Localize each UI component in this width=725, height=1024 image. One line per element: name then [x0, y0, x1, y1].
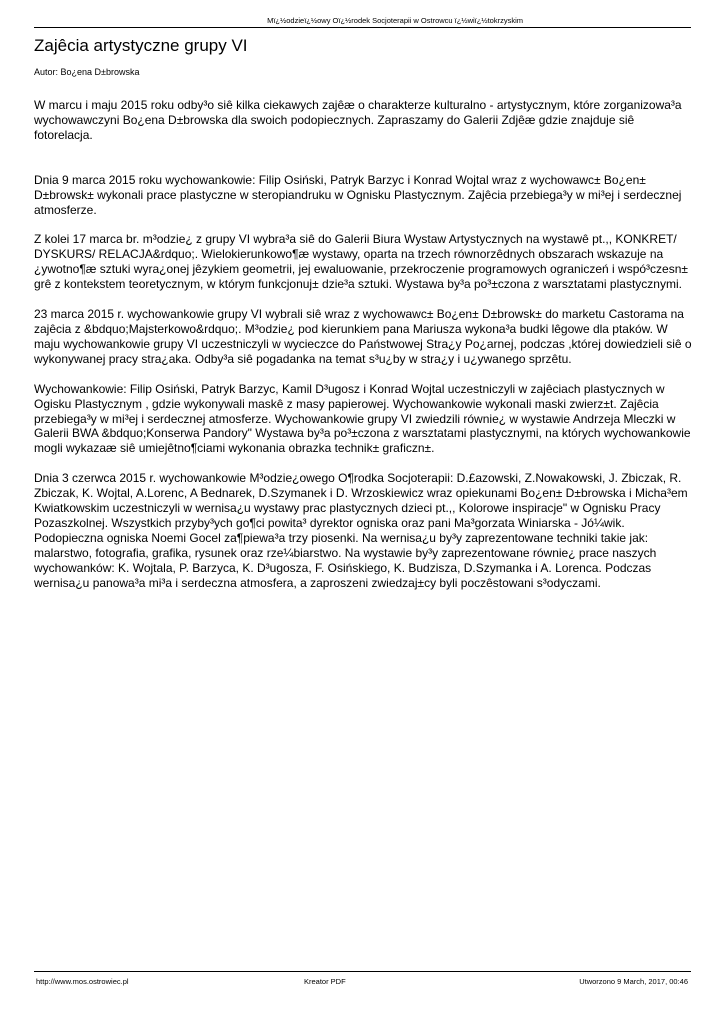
article-paragraph: Dnia 9 marca 2015 roku wychowankowie: Filip Osiński, Patryk Barzyc i Konrad Wojtal wraz z wychowawc± Bo¿en± D±browsk± wykonali prace plastyczne w steropiandruku w Ognisku Plastycznym. Zajêcia przebiega³y w mi³ej i serdecznej atmosferze.: [34, 172, 682, 217]
article-paragraph: Wychowankowie: Filip Osiński, Patryk Barzyc, Kamil D³ugosz i Konrad Wojtal uczestniczyli w zajêciach plastycznych w Ogisku Plastycznym , gdzie wykonywali maskê z masy papierowej. Wychowankowie wykonali maski zwierz±t. Zajêcia przebiega³y w mi³ej i serdecznej atmosferze. Wychowankowie grupy VI zwiedzili równie¿ w wystawie Andrzeja Mleczki w Galerii BWA &bdquo;Konserwa Pandory" Wystawa by³a po³±czona z warsztatami plastycznymi, na których wychowankowie mogli wykazaæ siê umiejêtno¶ciami wykonania obrazka technik± graficzn±.: [34, 381, 691, 456]
article-paragraph: Z kolei 17 marca br. m³odzie¿ z grupy VI wybra³a siê do Galerii Biura Wystaw Artystycznych na wystawê pt.,, KONKRET/ DYSKURS/ RELACJA&rdquo;. Wielokierunkowo¶æ wystawy, oparta na trzech równorzêdnych obszarach wskazuje na ¿ywotno¶æ sztuki wyra¿onej jêzykiem geometrii, jej ewaluowanie, przekroczenie programowych ograniczeń i wspó³czesn± grê z kontekstem teoretycznym, w którym funkcjonuj± dzie³a sztuki. Wystawa by³a po³±czona z warsztatami plastycznymi.: [34, 232, 688, 292]
article-paragraph: 23 marca 2015 r. wychowankowie grupy VI wybrali siê wraz z wychowawc± Bo¿en± D±browsk± do marketu Castorama na zajêcia z &bdquo;Majsterkowo&rdquo;. M³odzie¿ pod kierunkiem pana Mariusza wykona³a budki lêgowe dla ptaków. W maju wychowankowie grupy VI uczestniczyli w wycieczce do Państwowej Stra¿y Po¿arnej, podczas ,której dowiedzieli siê o wykonywanej pracy stra¿aka. Odby³a siê pogadanka na temat s³u¿by w stra¿y i u¿ywanego sprzêtu.: [34, 307, 692, 366]
article-title: Zajêcia artystyczne grupy VI: [34, 36, 248, 55]
article-author: [34, 67, 140, 77]
footer-created-date: Utworzono 9 March, 2017, 00:46: [579, 977, 688, 986]
article-body: [34, 98, 694, 605]
article-paragraph-intro: W marcu i maju 2015 roku odby³o siê kilka ciekawych zajêæ o charakterze kulturalno - artystycznym, które zorganizowa³a wychowawczyni Bo¿ena D±browska dla swoich podopiecznych. Zapraszamy do Galerii Zdjêæ gdzie znajduje siê fotorelacja.: [34, 98, 682, 142]
author-name: Bo¿ena D±browska: [60, 67, 140, 77]
article-paragraph: Dnia 3 czerwca 2015 r. wychowankowie M³odzie¿owego O¶rodka Socjoterapii: D.£azowski, Z.Nowakowski, J. Zbiczak, R. Zbiczak, K. Wojtal, A.Lorenc, A Bednarek, D.Szymanek i D. Wrzoskiewicz wraz opiekunami Bo¿en± D±browska i Micha³em Kwiatkowskim uczestniczyli w wernisa¿u wystawy prac plastycznych dzieci pt.,, Kolorowe inspiracje" w Ognisku Pracy Pozaszkolnej. Wszystkich przyby³ych go¶ci powita³ dyrektor ogniska oraz pani Ma³gorzata Winiarska - Jó¼wik. Podopieczna ogniska Noemi Gocel za¶piewa³a trzy piosenki. Na wernisa¿u by³y zaprezentowane techniki takie jak: malarstwo, fotografia, grafika, rysunek oraz rze¼biarstwo. Na wystawie by³y zaprezentowane równie¿ prace naszych wychowanków: K. Wojtala, P. Barzyca, K. D³ugosza, F. Osińskiego, K. Budzisza, D.Szymanka i A. Lorenca. Podczas wernisa¿u panowa³a mi³a i serdeczna atmosfera, a zaproszeni zwiedzaj±cy byli poczêstowani s³odyczami.: [34, 471, 688, 590]
author-label: Autor:: [34, 67, 59, 77]
page-header: [34, 13, 691, 28]
footer-creator: Kreator PDF: [304, 977, 346, 986]
header-site-name: Mï¿½odzieï¿½owy Oï¿½rodek Socjoterapii w Ostrowcu ï¿½wiï¿½tokrzyskim: [267, 16, 523, 25]
page-footer: [34, 971, 691, 986]
footer-url-link[interactable]: http://www.mos.ostrowiec.pl: [36, 977, 129, 986]
